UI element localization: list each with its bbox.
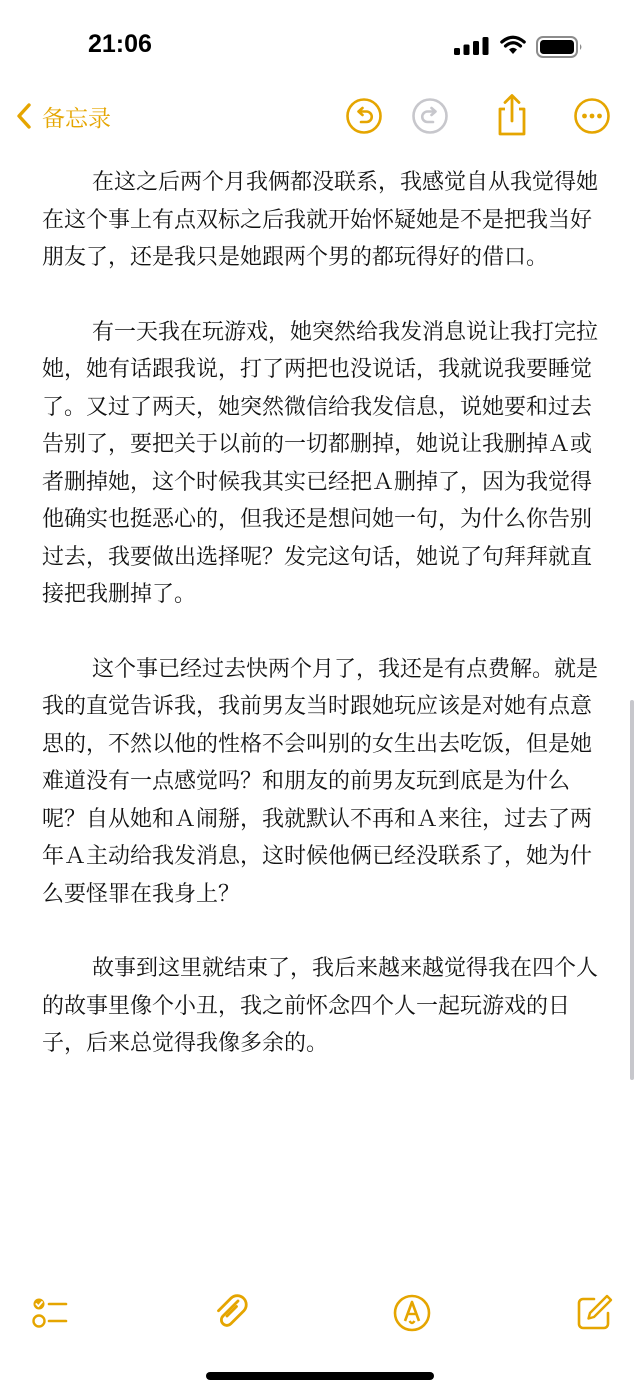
battery-icon [536,36,584,58]
share-icon[interactable] [492,92,532,138]
note-paragraph: 有一天我在玩游戏，她突然给我发消息说让我打完拉她，她有话跟我说，打了两把也没说话，我就说我要睡觉了。又过了两天，她突然微信给我发信息，说她要和过去告别了，要把关于以前的一切都删掉，她说让我删掉Ａ或者删掉她，这个时候我其实已经把Ａ删掉了，因为我觉得他确实也挺恶心的，但我还是想问她一句，为什么你告别过去，我要做出选择呢？发完这句话，她说了句拜拜就直接把我删掉了。 [42,319,599,607]
back-button[interactable] [16,98,111,134]
scroll-indicator[interactable] [630,700,634,1080]
more-icon[interactable] [572,96,612,136]
note-paragraph: 在这之后两个月我俩都没联系，我感觉自从我觉得她在这个事上有点双标之后我就开始怀疑她是不是把我当好朋友了，还是我只是她跟两个男的都玩得好的借口。 [42,170,599,270]
markup-icon[interactable] [390,1291,434,1335]
compose-icon[interactable] [572,1291,616,1335]
back-label: 备忘录 [42,105,111,132]
note-paragraph: 这个事已经过去快两个月了，我还是有点费解。就是我的直觉告诉我，我前男友当时跟她玩应该是对她有点意思的，不然以他的性格不会叫别的女生出去吃饭，但是她难道没有一点感觉吗？和朋友的前男友玩到底是为什么呢？自从她和Ａ闹掰，我就默认不再和Ａ来往，过去了两年Ａ主动给我发消息，这时候他俩已经没联系了，她为什么要怪罪在我身上？ [42,656,599,907]
navigation-bar [0,88,640,144]
home-indicator[interactable] [206,1372,434,1380]
undo-icon[interactable] [344,96,384,136]
attachment-icon[interactable] [210,1291,254,1335]
redo-icon[interactable] [410,96,450,136]
cellular-signal-icon [454,37,490,55]
status-bar [0,0,640,95]
bottom-toolbar [0,1285,640,1345]
note-body[interactable] [42,164,602,1100]
chevron-left-icon [16,102,32,130]
status-time: 21:06 [88,30,152,58]
note-paragraph: 故事到这里就结束了，我后来越来越觉得我在四个人的故事里像个小丑，我之前怀念四个人一起玩游戏的日子，后来总觉得我像多余的。 [42,956,599,1056]
checklist-icon[interactable] [28,1291,72,1335]
wifi-icon [500,35,526,55]
